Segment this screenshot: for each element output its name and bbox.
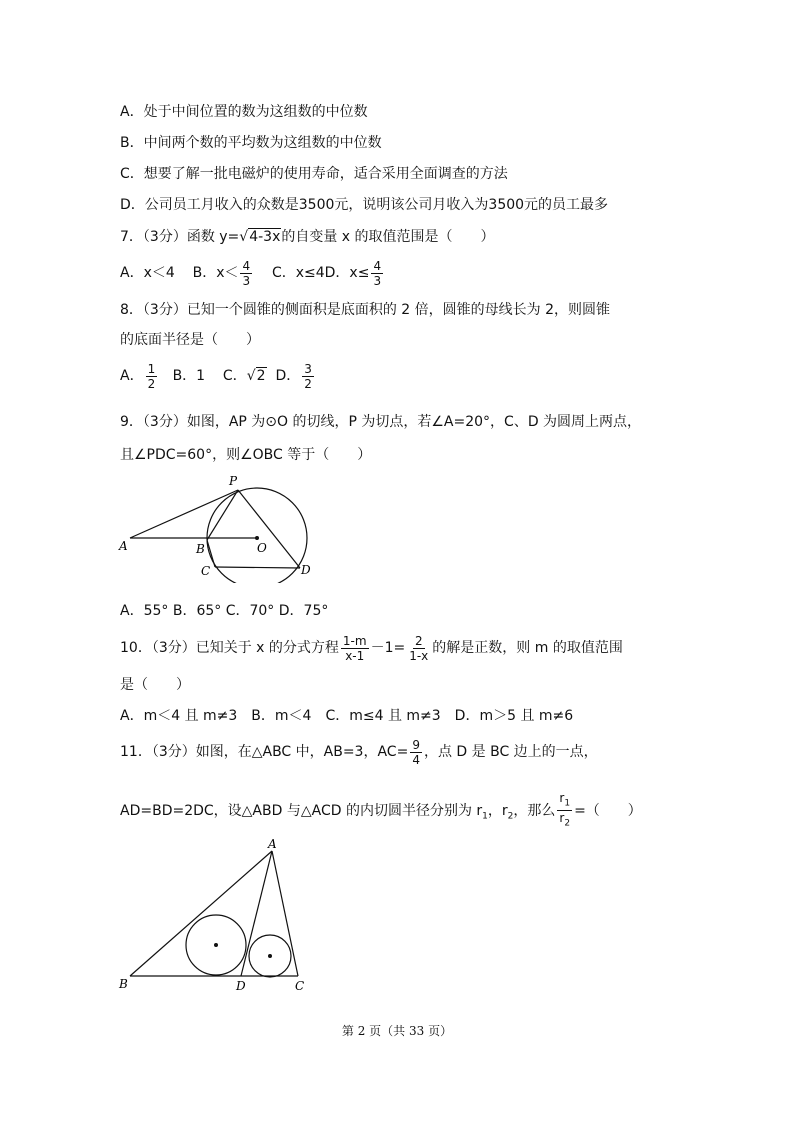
q6-option-c: C．想要了解一批电磁炉的使用寿命，适合采用全面调查的方法 (120, 166, 508, 182)
q7-sqrt: √4-3x (239, 229, 281, 245)
q7-stem (120, 227, 495, 247)
q7-option-a: A．x＜4 (120, 265, 175, 281)
q10-frac-1: $\frac{1-m}{x-1}$ (342, 633, 367, 663)
q7-option-c: C．x≤4D．x≤ (271, 265, 370, 281)
q7-options (120, 258, 385, 288)
q9-label-c: C (201, 564, 211, 578)
q11-center-1 (214, 943, 218, 947)
q11-frac-ac: $\frac{9}{4}$ (412, 737, 420, 767)
q10-suffix: 的解是正数，则 m 的取值范围 (432, 640, 623, 656)
q9-label-d: D (301, 563, 311, 577)
q11-side-ac (272, 851, 298, 976)
q8-option-a-frac: $\frac{1}{2}$ (147, 361, 156, 391)
q7-option-b-frac: $\frac{4}{3}$ (242, 258, 251, 288)
q11-label-c: C (295, 979, 305, 993)
q6-option-d: D．公司员工月收入的众数是3500元，说明该公司月收入为3500元的员工最多 (120, 197, 609, 213)
q9-options: A．55° B．65° C．70° D．75° (120, 603, 329, 619)
q8-option-d: D． (275, 368, 301, 384)
q7-option-d-frac: $\frac{4}{3}$ (373, 258, 382, 288)
q7-option-b: B．x＜ (192, 265, 239, 281)
q9-center-dot (255, 536, 259, 540)
page-footer: 第 2 页（共 33 页） (341, 1024, 453, 1038)
q9-label-o: O (257, 541, 267, 555)
q11-segment-ad (241, 851, 272, 976)
q11-suffix: ，点 D 是 BC 边上的一点， (423, 744, 598, 760)
q11-prefix: 11．（3分）如图，在△ABC 中，AB=3，AC= (120, 744, 409, 760)
q6-option-b: B．中间两个数的平均数为这组数的中位数 (120, 135, 382, 151)
q8-line1: 8．（3分）已知一个圆锥的侧面积是底面积的 2 倍，圆锥的母线长为 2，则圆锥 (120, 302, 610, 318)
q11-line2-d: =（ ） (574, 802, 642, 819)
q11-ratio-frac: $\frac{r_1}{r_2}$ (559, 791, 571, 829)
q8-option-b: B．1 (172, 368, 206, 384)
q10-line2: 是（ ） (120, 677, 190, 693)
q8-option-d-frac: $\frac{3}{2}$ (304, 361, 312, 391)
q9-segment-bc (207, 540, 215, 567)
q9-label-p: P (229, 474, 238, 488)
q7-suffix: 的自变量 x 的取值范围是（ ） (281, 229, 495, 245)
q10-stem (120, 631, 623, 665)
q9-line2: 且∠PDC=60°，则∠OBC 等于（ ） (120, 447, 372, 463)
q11-stem (120, 735, 598, 769)
q11-label-a: A (268, 838, 277, 851)
q10-options: A．m＜4 且 m≠3 B．m＜4 C．m≤4 且 m≠3 D．m＞5 且 m≠6 (120, 708, 574, 724)
q11-figure (110, 838, 330, 998)
q11-sub-1: 1 (482, 811, 488, 822)
q11-line2 (120, 791, 642, 835)
q8-option-c: C． (222, 368, 247, 384)
q11-line2-a: AD=BD=2DC，设△ABD 与△ACD 的内切圆半径分别为 r (120, 802, 483, 819)
q11-label-b: B (119, 977, 128, 991)
q10-frac-2: $\frac{2}{1-x}$ (409, 633, 429, 663)
q11-line2-b: ，r (487, 802, 508, 819)
q6-option-a: A．处于中间位置的数为这组数的中位数 (120, 104, 368, 120)
q11-label-d: D (236, 979, 246, 993)
q9-label-a: A (119, 539, 128, 553)
q10-prefix: 10．（3分）已知关于 x 的分式方程 (120, 640, 339, 656)
q9-label-b: B (196, 542, 205, 556)
q9-chord-cd (215, 567, 300, 568)
q10-mid: －1= (370, 640, 406, 656)
q8-option-a: A． (120, 368, 144, 384)
q9-figure (110, 468, 330, 583)
q8-options (120, 361, 316, 391)
q9-line1: 9．（3分）如图，AP 为⊙O 的切线，P 为切点，若∠A=20°，C、D 为圆周上两点， (120, 414, 642, 430)
q11-line2-c: ，那么 (513, 802, 556, 819)
q9-circle (207, 488, 307, 583)
q11-sub-2: 2 (507, 811, 514, 822)
q8-option-c-sqrt: √2 (246, 368, 266, 384)
q7-prefix: 7．（3分）函数 y= (120, 229, 240, 245)
q8-line2: 的底面半径是（ ） (120, 332, 260, 348)
q11-side-ab (130, 851, 272, 976)
q11-center-2 (268, 954, 272, 958)
q9-tangent-ap (130, 490, 238, 538)
